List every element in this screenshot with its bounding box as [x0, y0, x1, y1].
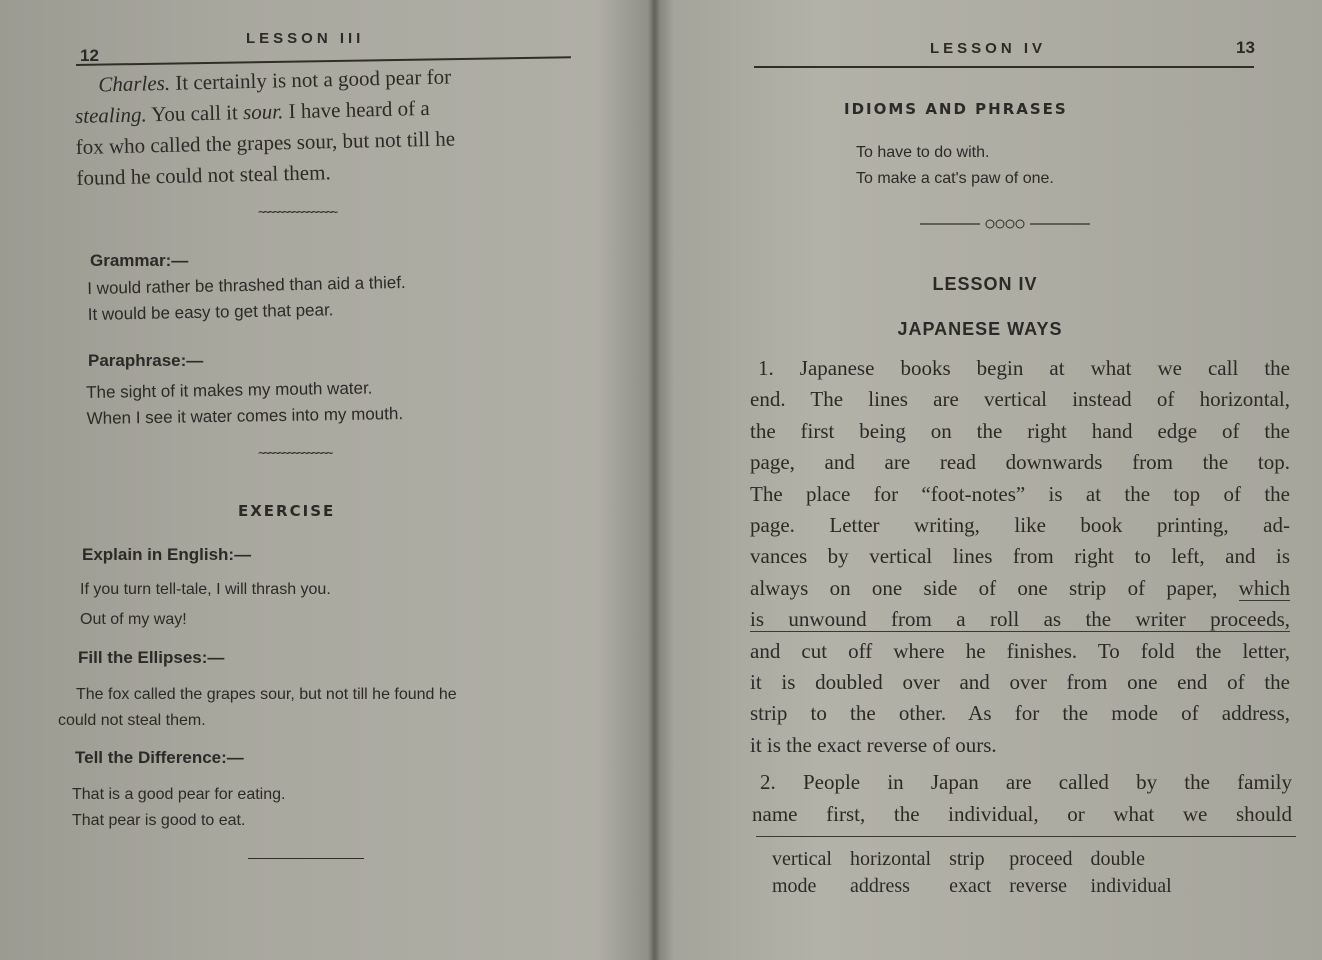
text-line: [750, 573, 1290, 604]
grammar-examples: [87, 270, 406, 328]
example-line: That pear is good to eat.: [72, 812, 246, 829]
paragraph-2: [752, 766, 1292, 830]
text-line: 1. Japanese books begin at what we call the: [758, 356, 1290, 380]
vocab-word: proceed: [1009, 848, 1073, 870]
example-line: I would rather be thrashed than aid a thief.: [87, 272, 406, 298]
paraphrase-examples: [86, 375, 403, 432]
idioms-heading: IDIOMS AND PHRASES: [844, 100, 1068, 118]
underlined-text: is unwound from a roll as the writer proceeds,: [750, 607, 1290, 632]
explain-heading: Explain in English:—: [82, 545, 252, 564]
divider-ornament: [920, 216, 1090, 232]
dialogue-line: It certainly is not a good pear for: [175, 64, 452, 95]
footer-rule: [756, 836, 1296, 837]
lesson-subtitle: JAPANESE WAYS: [897, 319, 1063, 339]
difference-heading: Tell the Difference:—: [75, 748, 244, 767]
paragraph-1: [750, 353, 1290, 761]
example-line: It would be easy to get that pear.: [87, 300, 334, 324]
example-line: The sight of it makes my mouth water.: [86, 378, 373, 402]
dialogue-line: fox who called the grapes sour, but not till he: [75, 126, 456, 159]
dialogue-line: I have heard of a: [288, 95, 430, 124]
text-line: name first, the individual, or what we should: [752, 802, 1292, 826]
text-line: it is doubled over and over from one end of the: [750, 670, 1290, 695]
dialogue-emphasis: stealing.: [74, 102, 148, 128]
vocab-word: address: [849, 875, 910, 897]
text-line: it is the exact reverse of ours.: [750, 732, 997, 757]
underlined-text: which: [1238, 575, 1290, 600]
vocab-word: individual: [1090, 875, 1172, 897]
book-gutter: [648, 0, 660, 960]
vocabulary-list: [772, 848, 1190, 902]
text-line: the first being on the right hand edge of the: [750, 418, 1290, 443]
text-line: The place for “foot-notes” is at the top of the: [750, 481, 1290, 506]
divider-ornament: ~~~~~~~~~~~~~~~~: [258, 205, 336, 220]
example-line: If you turn tell-tale, I will thrash you.: [80, 581, 331, 598]
text-line: end. The lines are vertical instead of horizontal,: [750, 387, 1290, 412]
text-line: vances by vertical lines from right to left, and is: [750, 544, 1290, 569]
fill-examples: [58, 682, 457, 734]
divider-ornament: ~~~~~~~~~~~~~~~: [258, 446, 331, 461]
text-line: page. Letter writing, like book printing, ad-: [750, 513, 1290, 538]
text-line: page, and are read downwards from the top.: [750, 450, 1290, 475]
speaker-name: Charles.: [98, 70, 171, 97]
dialogue-emphasis: sour.: [242, 99, 284, 125]
vocab-word: horizontal: [849, 848, 932, 870]
lesson-title: LESSON IV: [932, 274, 1038, 294]
dialogue-line: You call it: [150, 100, 239, 127]
text-line: strip to the other. As for the mode of address,: [750, 701, 1290, 726]
left-page: [0, 0, 648, 960]
dialogue-block: [74, 59, 577, 194]
end-rule: [248, 858, 364, 859]
page-number: 13: [1236, 38, 1255, 57]
exercise-heading: EXERCISE: [238, 502, 336, 520]
vocab-word: exact: [949, 875, 992, 897]
header-rule: [754, 66, 1254, 68]
text-line: 2. People in Japan are called by the family: [760, 770, 1292, 794]
vocab-word: vertical: [772, 848, 832, 870]
dialogue-line: found he could not steal them.: [76, 160, 331, 190]
text-line: and cut off where he finishes. To fold the letter,: [750, 638, 1290, 663]
grammar-heading: Grammar:—: [90, 251, 189, 270]
vocab-row: [772, 875, 1190, 902]
example-line: That is a good pear for eating.: [72, 786, 286, 803]
idiom-line: To make a cat's paw of one.: [856, 170, 1054, 187]
vocab-row: [772, 848, 1190, 875]
vocab-word: reverse: [1009, 875, 1067, 897]
right-page: [660, 0, 1322, 960]
idiom-line: To have to do with.: [856, 144, 990, 161]
vocab-word: strip: [949, 848, 985, 870]
fill-heading: Fill the Ellipses:—: [78, 648, 225, 667]
text-line: [750, 604, 1290, 635]
example-line: Out of my way!: [80, 611, 187, 628]
vocab-word: double: [1090, 848, 1145, 870]
running-head: LESSON III: [246, 30, 365, 47]
text-segment: always on one side of one strip of paper,: [750, 575, 1218, 600]
example-line: When I see it water comes into my mouth.: [86, 404, 404, 428]
explain-examples: [80, 577, 331, 633]
example-line: The fox called the grapes sour, but not till he found he: [76, 686, 457, 703]
difference-examples: [72, 782, 285, 834]
vocab-word: mode: [772, 875, 817, 897]
running-head: LESSON IV: [930, 40, 1047, 57]
example-line: could not steal them.: [58, 712, 206, 729]
paraphrase-heading: Paraphrase:—: [88, 351, 204, 370]
idioms-list: [856, 140, 1054, 192]
page-number: 12: [80, 46, 99, 65]
